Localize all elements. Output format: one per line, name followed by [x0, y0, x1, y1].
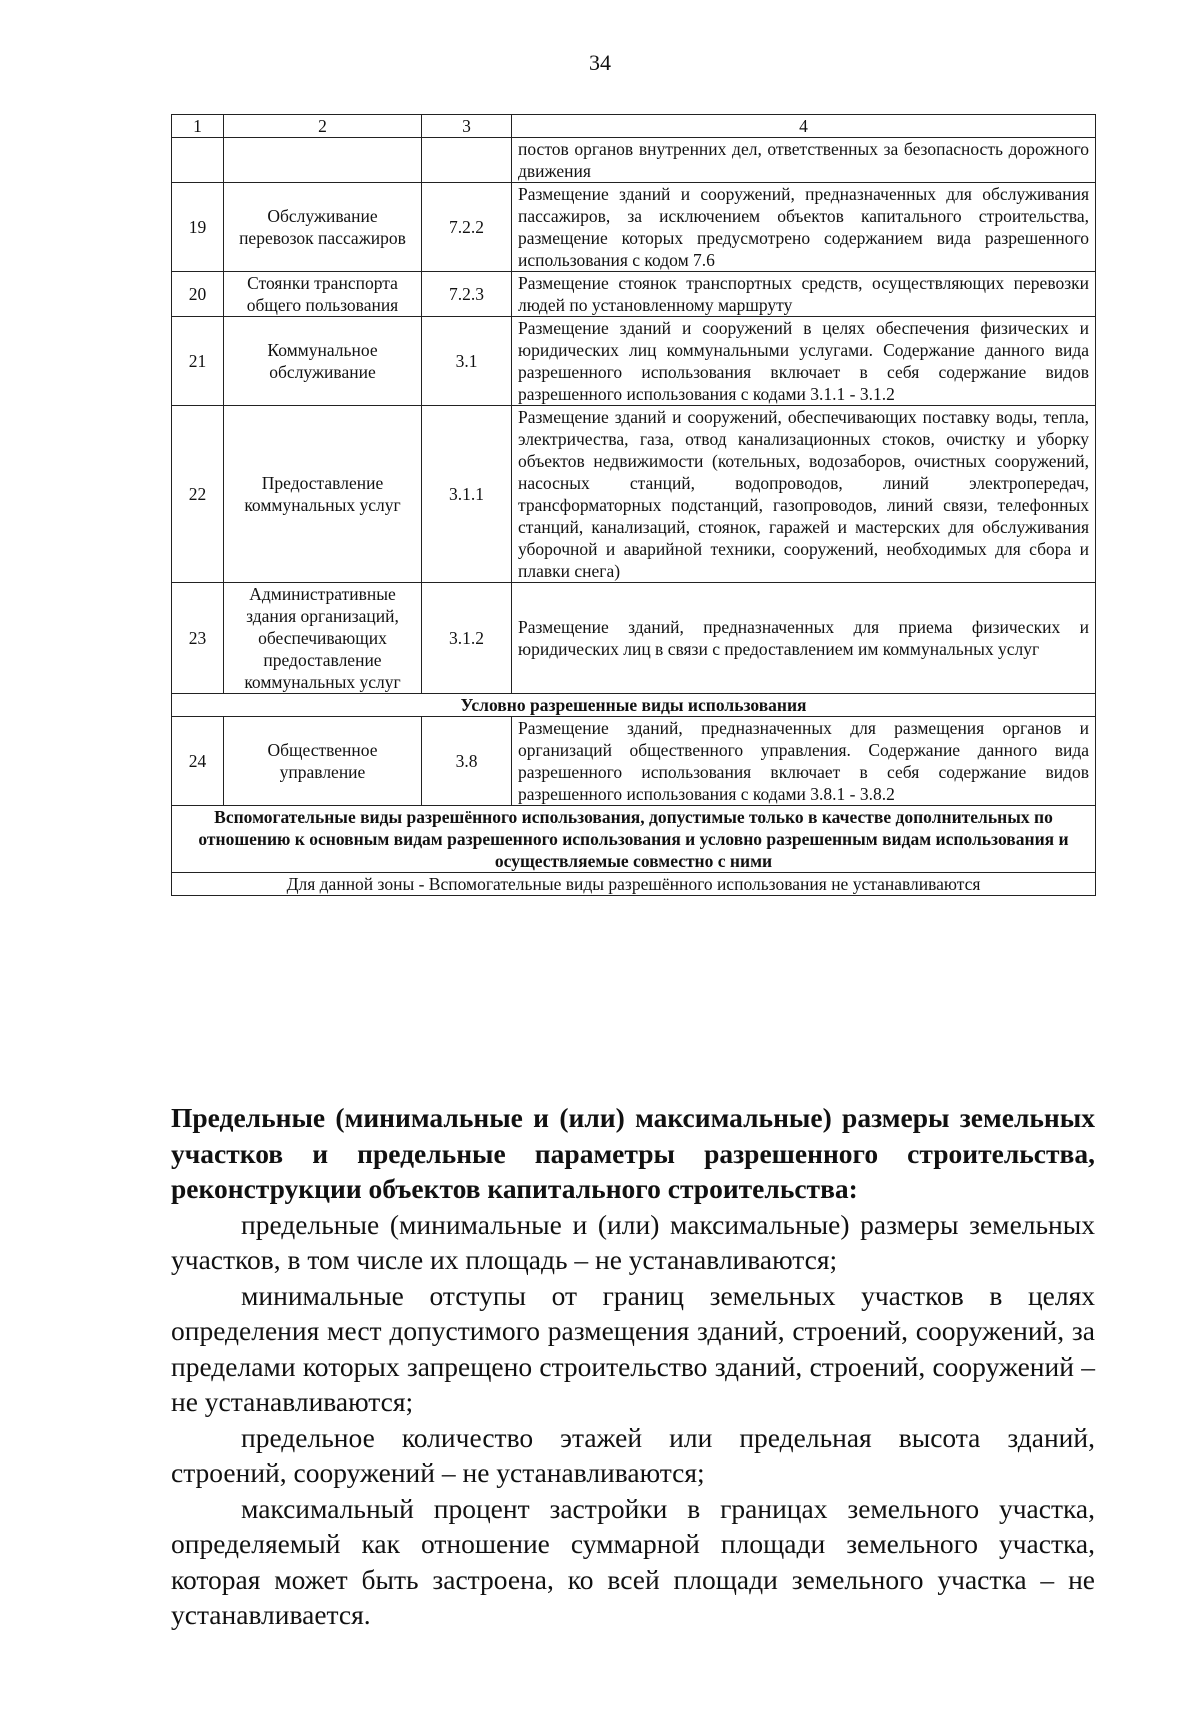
column-number: 4 — [512, 115, 1096, 138]
row-number: 20 — [172, 272, 224, 317]
parameters-section — [171, 1100, 1095, 1633]
auxiliary-uses-title: Вспомогательные виды разрешённого использования, допустимые только в качестве дополнительных по отношению к основным видам разрешенного использования и условно разрешенным видам использования и осуществляемые совместно с ними — [172, 806, 1096, 873]
row-description: Размещение зданий и сооружений в целях обеспечения физических и юридических лиц коммунальными услугами. Содержание данного вида разрешенного использования включает в себя содержание видов разрешенного использования с кодами 3.1.1 - 3.1.2 — [512, 317, 1096, 406]
row-use-name: Общественное управление — [224, 717, 422, 806]
row-use-code: 3.8 — [422, 717, 512, 806]
column-number: 3 — [422, 115, 512, 138]
row-use-name: Предоставление коммунальных услуг — [224, 406, 422, 583]
row-number: 22 — [172, 406, 224, 583]
conditional-uses-title: Условно разрешенные виды использования — [172, 694, 1096, 717]
row-description: Размещение зданий, предназначенных для приема физических и юридических лиц в связи с предоставлением им коммунальных услуг — [512, 583, 1096, 694]
empty-cell — [172, 138, 224, 183]
row-use-name: Стоянки транспорта общего пользования — [224, 272, 422, 317]
row-use-name: Коммунальное обслуживание — [224, 317, 422, 406]
parameter-paragraph: минимальные отступы от границ земельных участков в целях определения мест допустимого размещения зданий, строений, сооружений, за пределами которых запрещено строительство зданий, строений, сооружений – не устанавливаются; — [171, 1279, 1095, 1417]
row-number: 19 — [172, 183, 224, 272]
row-description: Размещение стоянок транспортных средств, осуществляющих перевозки людей по установленному маршруту — [512, 272, 1096, 317]
table-row — [172, 317, 1096, 406]
row-use-code: 3.1.2 — [422, 583, 512, 694]
parameter-paragraph: предельные (минимальные и (или) максимальные) размеры земельных участков, в том числе их площадь – не устанавливаются; — [171, 1208, 1095, 1275]
row-use-code: 7.2.2 — [422, 183, 512, 272]
empty-cell — [224, 138, 422, 183]
column-number: 1 — [172, 115, 224, 138]
row-description: Размещение зданий и сооружений, обеспечивающих поставку воды, тепла, электричества, газа, отвод канализационных стоков, очистку и уборку объектов недвижимости (котельных, водозаборов, очистных сооружений, насосных станций, водопроводов, линий электропередач, трансформаторных подстанций, газопроводов, линий связи, телефонных станций, канализаций, стоянок, гаражей и мастерских для обслуживания уборочной и аварийной техники, сооружений, необходимых для сбора и плавки снега) — [512, 406, 1096, 583]
row-use-name: Административные здания организаций, обеспечивающих предоставление коммунальных услуг — [224, 583, 422, 694]
table-row — [172, 272, 1096, 317]
row-number: 23 — [172, 583, 224, 694]
row-description: постов органов внутренних дел, ответственных за безопасность дорожного движения — [512, 138, 1096, 183]
table-row-continued — [172, 138, 1096, 183]
auxiliary-uses-note-row — [172, 873, 1096, 896]
row-description: Размещение зданий, предназначенных для размещения органов и организаций общественного управления. Содержание данного вида разрешенного использования включает в себя содержание видов разрешенного использования с кодами 3.8.1 - 3.8.2 — [512, 717, 1096, 806]
auxiliary-uses-note: Для данной зоны - Вспомогательные виды разрешённого использования не устанавливаются — [172, 873, 1096, 896]
row-use-name: Обслуживание перевозок пассажиров — [224, 183, 422, 272]
row-number: 24 — [172, 717, 224, 806]
column-number-row — [172, 115, 1096, 138]
column-number: 2 — [224, 115, 422, 138]
auxiliary-uses-section — [172, 806, 1096, 873]
table-row — [172, 406, 1096, 583]
conditional-uses-section — [172, 694, 1096, 717]
land-use-table — [171, 114, 1096, 896]
parameters-heading: Предельные (минимальные и (или) максимальные) размеры земельных участков и предельные параметры разрешенного строительства, реконструкции объектов капитального строительства: — [171, 1102, 1095, 1204]
empty-cell — [422, 138, 512, 183]
parameter-paragraph: предельное количество этажей или предельная высота зданий, строений, сооружений – не устанавливаются; — [171, 1421, 1095, 1488]
row-use-code: 7.2.3 — [422, 272, 512, 317]
page-number: 34 — [589, 50, 611, 75]
table-row — [172, 583, 1096, 694]
row-use-code: 3.1 — [422, 317, 512, 406]
parameter-paragraph: максимальный процент застройки в границах земельного участка, определяемый как отношение суммарной площади земельного участка, которая может быть застроена, ко всей площади земельного участка – не устанавливается. — [171, 1492, 1095, 1630]
row-number: 21 — [172, 317, 224, 406]
row-description: Размещение зданий и сооружений, предназначенных для обслуживания пассажиров, за исключением объектов капитального строительства, размещение которых предусмотрено содержанием вида разрешенного использования с кодом 7.6 — [512, 183, 1096, 272]
table-row — [172, 183, 1096, 272]
row-use-code: 3.1.1 — [422, 406, 512, 583]
table-row — [172, 717, 1096, 806]
